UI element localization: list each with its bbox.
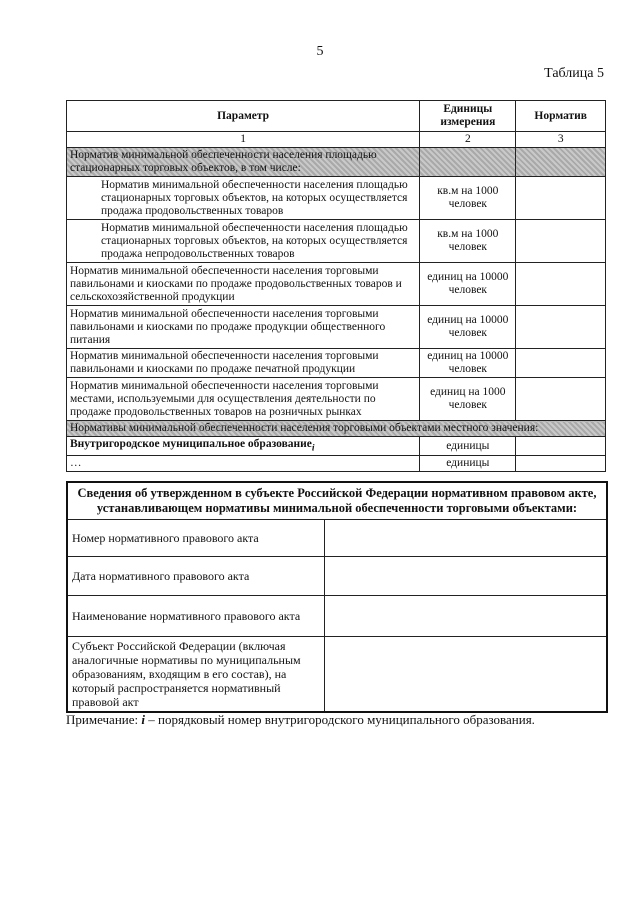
row-param: Норматив минимальной обеспеченности населения торговыми павильонами и киосками по продаже продукции общественного питания — [67, 306, 420, 349]
header-units: Единицы измерения — [420, 101, 516, 132]
row-norm — [516, 177, 606, 220]
row-norm — [516, 306, 606, 349]
norms-table — [66, 100, 606, 472]
row-norm — [516, 349, 606, 378]
row-unit: единиц на 10000 человек — [420, 263, 516, 306]
legal-act-value — [325, 520, 608, 557]
table-row — [67, 456, 606, 472]
row-unit: единицы — [420, 456, 516, 472]
legal-act-row — [67, 520, 607, 557]
row-param: Норматив минимальной обеспеченности населения торговыми павильонами и киосками по продаже печатной продукции — [67, 349, 420, 378]
row-norm — [516, 263, 606, 306]
legal-act-header: Сведения об утвержденном в субъекте Российской Федерации нормативном правовом акте, устанавливающем нормативы минимальной обеспеченности торговыми объектами: — [67, 482, 607, 520]
page-number: 5 — [316, 44, 324, 59]
row-unit: кв.м на 1000 человек — [420, 220, 516, 263]
header-norm: Норматив — [516, 101, 606, 132]
footnote — [66, 712, 535, 728]
footnote-symbol: i — [141, 712, 145, 727]
legal-act-value — [325, 596, 608, 637]
table-row — [67, 378, 606, 421]
table-row — [67, 177, 606, 220]
footnote-text: – порядковый номер внутригородского муниципального образования. — [145, 712, 535, 727]
legal-act-value — [325, 557, 608, 596]
col-number: 1 — [67, 132, 420, 148]
row-param: … — [67, 456, 420, 472]
table-caption: Таблица 5 — [544, 66, 604, 81]
row-norm — [516, 378, 606, 421]
legal-act-header-row — [67, 482, 607, 520]
legal-act-row — [67, 637, 607, 713]
row-param: Норматив минимальной обеспеченности населения торговыми местами, используемыми для осуществления деятельности по продаже продовольственных товаров на розничных рынках — [67, 378, 420, 421]
legal-act-table — [66, 481, 608, 713]
column-number-row — [67, 132, 606, 148]
row-unit: единиц на 1000 человек — [420, 378, 516, 421]
row-param-text: Внутригородское муниципальное образование — [70, 438, 312, 450]
header-param: Параметр — [67, 101, 420, 132]
table-row-section-local — [67, 421, 606, 437]
legal-act-label: Дата нормативного правового акта — [67, 557, 325, 596]
legal-act-value — [325, 637, 608, 713]
legal-act-row — [67, 596, 607, 637]
table-row — [67, 437, 606, 456]
legal-act-label: Номер нормативного правового акта — [67, 520, 325, 557]
row-unit — [420, 148, 516, 177]
footnote-prefix: Примечание: — [66, 712, 142, 727]
col-number: 3 — [516, 132, 606, 148]
legal-act-label: Субъект Российской Федерации (включая аналогичные нормативы по муниципальным образованиям, входящим в его состав), на который распространяется нормативный правовой акт — [67, 637, 325, 713]
row-unit: кв.м на 1000 человек — [420, 177, 516, 220]
row-param: Норматив минимальной обеспеченности населения площадью стационарных торговых объектов, на которых осуществляется продажа непродовольственных товаров — [67, 220, 420, 263]
row-param: Норматив минимальной обеспеченности населения торговыми павильонами и киосками по продаже продовольственных товаров и сельскохозяйственной продукции — [67, 263, 420, 306]
row-norm — [516, 456, 606, 472]
row-norm — [516, 220, 606, 263]
row-param — [67, 437, 420, 456]
col-number: 2 — [420, 132, 516, 148]
row-unit: единиц на 10000 человек — [420, 306, 516, 349]
legal-act-row — [67, 557, 607, 596]
row-norm — [516, 437, 606, 456]
legal-act-label: Наименование нормативного правового акта — [67, 596, 325, 637]
row-norm — [516, 148, 606, 177]
header-row — [67, 101, 606, 132]
row-param: Норматив минимальной обеспеченности населения площадью стационарных торговых объектов, на которых осуществляется продажа продовольственных товаров — [67, 177, 420, 220]
table-row — [67, 263, 606, 306]
row-unit: единиц на 10000 человек — [420, 349, 516, 378]
table-row — [67, 349, 606, 378]
table-row — [67, 306, 606, 349]
row-param: Норматив минимальной обеспеченности населения площадью стационарных торговых объектов, в том числе: — [67, 148, 420, 177]
row-param: Нормативы минимальной обеспеченности населения торговыми объектами местного значения: — [67, 421, 606, 437]
table-row — [67, 220, 606, 263]
row-param-index: i — [311, 442, 315, 454]
table-row-section-stationary — [67, 148, 606, 177]
row-unit: единицы — [420, 437, 516, 456]
